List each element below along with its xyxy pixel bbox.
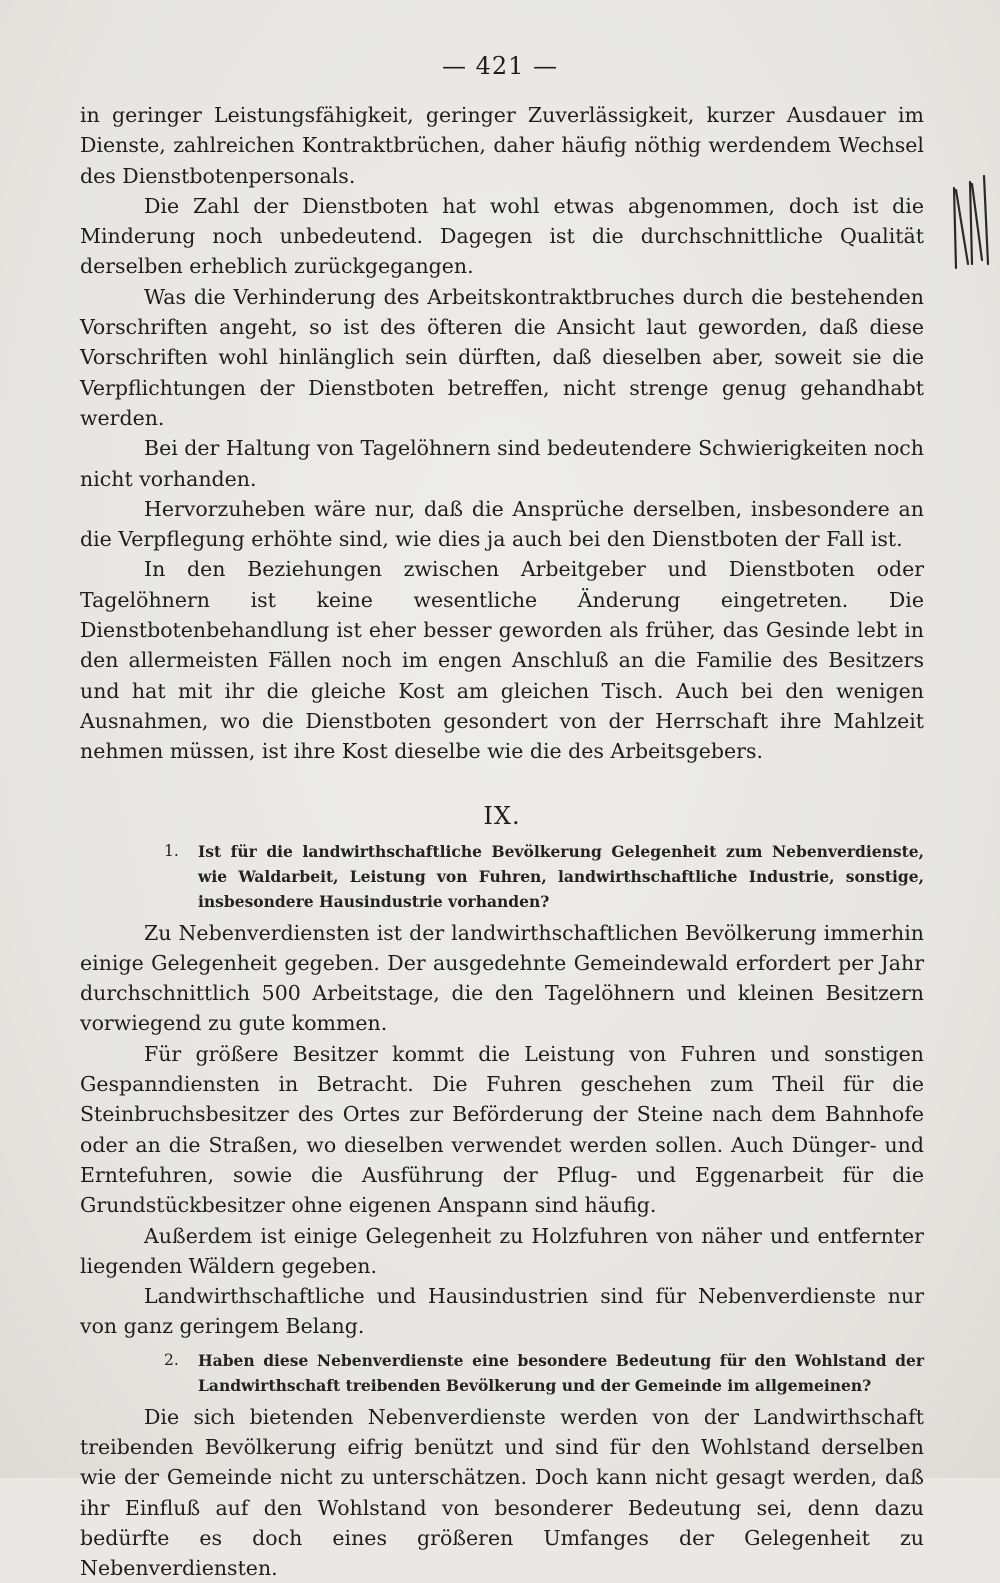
- answer-1-paragraph: Landwirthschaftliche und Hausindustrien sind für Nebenverdienste nur von ganz geringem Belang.: [80, 1284, 924, 1339]
- body-paragraph: Was die Verhinderung des Arbeitskontraktbruches durch die bestehenden Vorschriften angeht, so ist des öfteren die Ansicht laut geworden, daß diese Vorschriften wohl hinlänglich sein dürften, daß dieselben aber, soweit sie die Verpflichtungen der Dienstboten betreffen, nicht strenge genug gehandhabt werden.: [80, 284, 924, 430]
- page-number: — 421 —: [441, 52, 559, 80]
- body-paragraph: Die Zahl der Dienstboten hat wohl etwas abgenommen, doch ist die Minderung noch unbedeutend. Dagegen ist die durchschnittliche Qualität derselben erheblich zurückgegangen.: [80, 193, 924, 279]
- section-heading: IX.: [483, 801, 521, 830]
- answer-1-paragraph: Zu Nebenverdiensten ist der landwirthschaftlichen Bevölkerung immerhin einige Gelegenheit gegeben. Der ausgedehnte Gemeindewald erfordert per Jahr durchschnittlich 500 Arbeitstage, die den Tagelöhnern und kleinen Besitzern vorwiegend zu gute kommen.: [80, 920, 924, 1036]
- question-1-text: Ist für die landwirthschaftliche Bevölkerung Gelegenheit zum Nebenverdienste, wie Waldarbeit, Leistung von Fuhren, landwirthschaftliche Industrie, sonstige, insbesondere Hausindustrie vorhanden?: [198, 841, 924, 911]
- answer-2-paragraph: Die sich bietenden Nebenverdienste werden von der Landwirthschaft treibenden Bevölkerung eifrig benützt und sind für den Wohlstand derselben wie der Gemeinde nicht zu unterschätzen. Doch kann nicht gesagt werden, daß ihr Einfluß auf den Wohlstand von besonderer Bedeutung sei, denn dazu bedürfte es doch eines größeren Umfanges der Gelegenheit zu Nebenverdiensten.: [80, 1404, 924, 1581]
- answer-2: [80, 1402, 924, 1583]
- body-paragraph: In den Beziehungen zwischen Arbeitgeber und Dienstboten oder Tagelöhnern ist keine wesentliche Änderung eingetreten. Die Dienstbotenbehandlung ist eher besser geworden als früher, das Gesinde lebt in den allermeisten Fällen noch im engen Anschluß an die Familie des Besitzers und hat mit ihr die gleiche Kost am gleichen Tisch. Auch bei den wenigen Ausnahmen, wo die Dienstboten gesondert von der Herrschaft ihre Mahlzeit nehmen müssen, ist ihre Kost dieselbe wie die des Arbeitsgebers.: [80, 557, 924, 764]
- question-2-text: Haben diese Nebenverdienste eine besondere Bedeutung für den Wohlstand der Landwirthschaft treibenden Bevölkerung und der Gemeinde im allgemeinen?: [198, 1350, 924, 1395]
- body-paragraph: Bei der Haltung von Tagelöhnern sind bedeutendere Schwierigkeiten noch nicht vorhanden.: [80, 436, 924, 491]
- body-paragraph: Hervorzuheben wäre nur, daß die Ansprüche derselben, insbesondere an die Verpflegung erhöhte sind, wie dies ja auch bei den Dienstboten der Fall ist.: [80, 496, 924, 552]
- preceding-paragraphs: [80, 100, 924, 767]
- answer-1-paragraph: Für größere Besitzer kommt die Leistung von Fuhren und sonstigen Gespanndiensten in Betracht. Die Fuhren geschehen zum Theil für die Steinbruchsbesitzer des Ortes zur Beförderung der Steine nach dem Bahnhofe oder an die Straßen, wo dieselben verwendet werden sollen. Auch Dünger- und Erntefuhren, sowie die Ausführung der Pflug- und Eggenarbeit für die Grundstückbesitzer ohne eigenen Anspann sind häufig.: [80, 1041, 924, 1218]
- page-content: [80, 100, 924, 1583]
- question-2: [164, 1348, 924, 1398]
- body-paragraph: in geringer Leistungsfähigkeit, geringer Zuverlässigkeit, kurzer Ausdauer im Dienste, zahlreichen Kontraktbrüchen, daher häufig nöthig werdendem Wechsel des Dienstbotenpersonals.: [80, 103, 924, 188]
- question-1: [164, 839, 924, 914]
- answer-1: [80, 918, 924, 1342]
- handwritten-margin-mark: [948, 168, 994, 276]
- answer-1-paragraph: Außerdem ist einige Gelegenheit zu Holzfuhren von näher und entfernter liegenden Wäldern gegeben.: [80, 1223, 924, 1278]
- question-2-number: 2.: [164, 1350, 179, 1369]
- question-1-number: 1.: [164, 841, 179, 860]
